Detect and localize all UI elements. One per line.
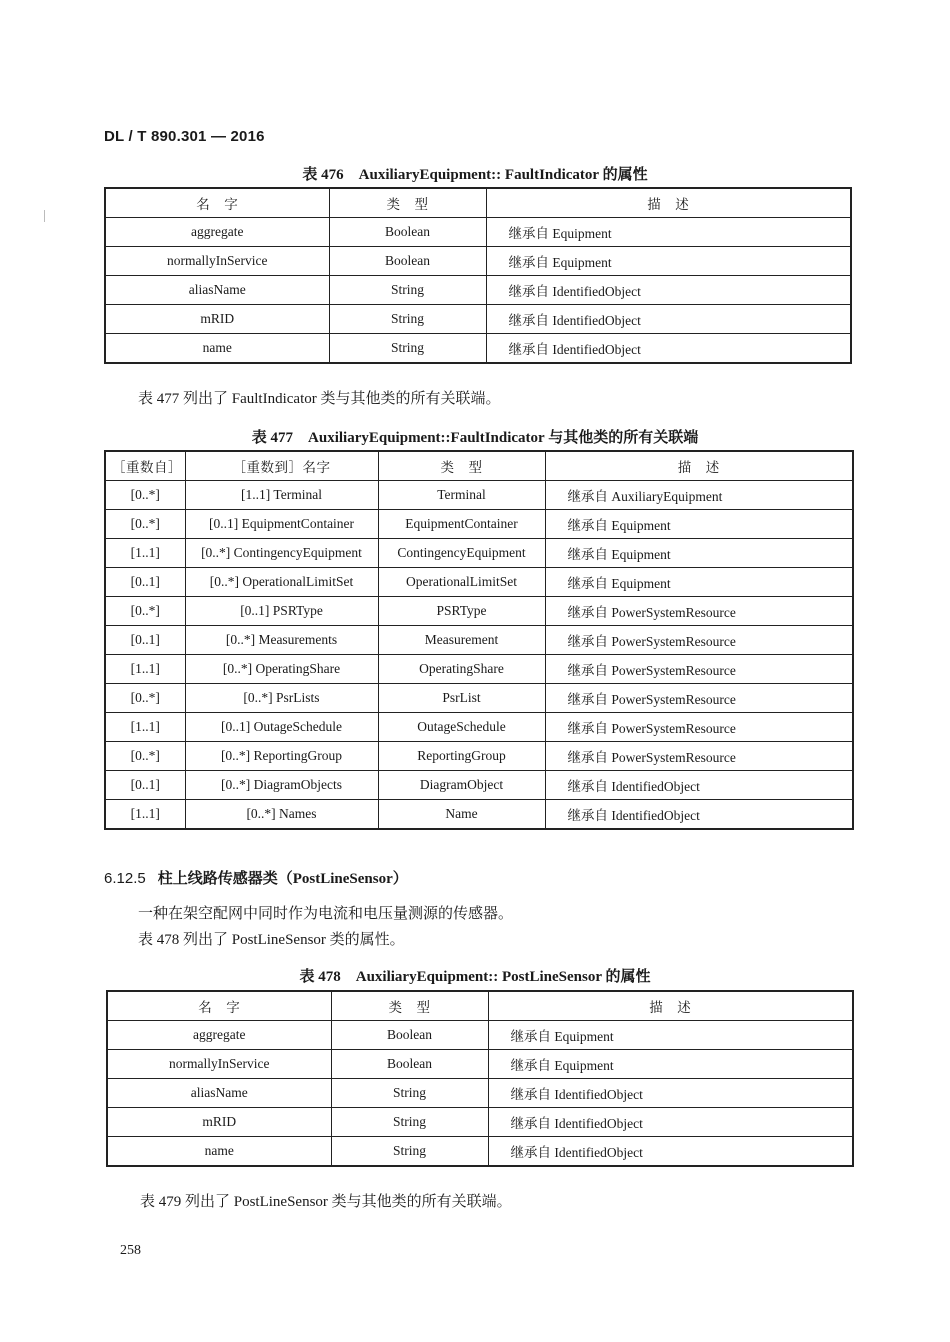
table-cell: name (107, 1137, 331, 1167)
table-cell: String (329, 305, 486, 334)
table-cell: [0..*] PsrLists (185, 684, 378, 713)
table-cell: OperationalLimitSet (378, 568, 545, 597)
section-title: 柱上线路传感器类（PostLineSensor） (157, 871, 408, 887)
column-header: ［重数到］名字 (185, 451, 378, 481)
table-cell: aliasName (107, 1079, 331, 1108)
table-cell: String (331, 1079, 488, 1108)
table-476 (104, 187, 852, 364)
table-cell: String (331, 1108, 488, 1137)
table-cell: [0..1] PSRType (185, 597, 378, 626)
paragraph-description: 一种在架空配网中同时作为电流和电压量测源的传感器。 (138, 906, 514, 922)
table-cell: String (329, 276, 486, 305)
table-cell: [0..1] (105, 626, 185, 655)
table-cell: [0..1] OutageSchedule (185, 713, 378, 742)
table-cell: 继承自 IdentifiedObject (486, 305, 851, 334)
table-row (105, 539, 853, 568)
table-row (107, 1108, 853, 1137)
table-cell: 继承自 Equipment (545, 539, 853, 568)
column-header: 类 型 (331, 991, 488, 1021)
table-cell: normallyInService (105, 247, 329, 276)
column-header: 名 字 (105, 188, 329, 218)
table-477-caption: 表 477 AuxiliaryEquipment::FaultIndicator 与其他类的所有关联端 (251, 430, 699, 446)
table-row (105, 481, 853, 510)
table-cell: aggregate (105, 218, 329, 247)
table-cell: Terminal (378, 481, 545, 510)
table-header-row (107, 991, 853, 1021)
table-cell: [0..*] (105, 742, 185, 771)
column-header: ［重数自］ (105, 451, 185, 481)
table-cell: 继承自 Equipment (486, 247, 851, 276)
table-cell: [0..*] ReportingGroup (185, 742, 378, 771)
table-cell: [0..*] Measurements (185, 626, 378, 655)
table-cell: [1..1] (105, 655, 185, 684)
table-row (105, 713, 853, 742)
table-cell: 继承自 Equipment (488, 1021, 853, 1050)
table-cell: ContingencyEquipment (378, 539, 545, 568)
section-number: 6.12.5 (104, 870, 146, 887)
table-cell: 继承自 IdentifiedObject (488, 1079, 853, 1108)
table-row (105, 218, 851, 247)
table-cell: 继承自 PowerSystemResource (545, 597, 853, 626)
table-row (105, 626, 853, 655)
table-cell: 继承自 PowerSystemResource (545, 626, 853, 655)
column-header: 名 字 (107, 991, 331, 1021)
section-heading (104, 867, 408, 888)
table-row (105, 597, 853, 626)
table-cell: [0..*] (105, 481, 185, 510)
table-cell: EquipmentContainer (378, 510, 545, 539)
table-cell: 继承自 PowerSystemResource (545, 742, 853, 771)
table-cell: Name (378, 800, 545, 830)
table-cell: mRID (105, 305, 329, 334)
table-cell: 继承自 Equipment (545, 510, 853, 539)
document-header: DL / T 890.301 — 2016 (104, 128, 265, 145)
table-row (105, 276, 851, 305)
table-cell: 继承自 PowerSystemResource (545, 684, 853, 713)
paragraph-table-479-intro: 表 479 列出了 PostLineSensor 类与其他类的所有关联端。 (140, 1194, 512, 1210)
table-row (105, 510, 853, 539)
paragraph-table-477-intro: 表 477 列出了 FaultIndicator 类与其他类的所有关联端。 (138, 391, 501, 407)
table-row (105, 655, 853, 684)
table-cell: 继承自 PowerSystemResource (545, 655, 853, 684)
table-cell: [0..1] (105, 771, 185, 800)
table-row (105, 800, 853, 830)
table-cell: 继承自 PowerSystemResource (545, 713, 853, 742)
table-cell: PsrList (378, 684, 545, 713)
table-cell: [0..*] OperatingShare (185, 655, 378, 684)
column-header: 描 述 (545, 451, 853, 481)
table-478 (106, 990, 854, 1167)
table-cell: ReportingGroup (378, 742, 545, 771)
page-number: 258 (120, 1243, 141, 1258)
table-cell: [0..*] ContingencyEquipment (185, 539, 378, 568)
column-header: 描 述 (486, 188, 851, 218)
table-row (107, 1021, 853, 1050)
table-cell: Boolean (329, 247, 486, 276)
table-row (107, 1050, 853, 1079)
table-cell: OperatingShare (378, 655, 545, 684)
table-cell: [0..*] (105, 597, 185, 626)
table-row (105, 305, 851, 334)
table-cell: Boolean (331, 1021, 488, 1050)
table-cell: [0..*] Names (185, 800, 378, 830)
table-478-caption: 表 478 AuxiliaryEquipment:: PostLineSensor 的属性 (299, 969, 651, 985)
table-cell: 继承自 IdentifiedObject (486, 334, 851, 364)
table-cell: 继承自 Equipment (486, 218, 851, 247)
table-cell: 继承自 IdentifiedObject (488, 1137, 853, 1167)
table-row (105, 742, 853, 771)
table-cell: [0..*] (105, 684, 185, 713)
table-cell: [0..*] OperationalLimitSet (185, 568, 378, 597)
column-header: 描 述 (488, 991, 853, 1021)
table-row (107, 1079, 853, 1108)
table-header-row (105, 451, 853, 481)
table-row (105, 247, 851, 276)
table-cell: [1..1] (105, 713, 185, 742)
table-cell: [0..*] (105, 510, 185, 539)
table-476-caption: 表 476 AuxiliaryEquipment:: FaultIndicator 的属性 (302, 167, 648, 183)
table-cell: 继承自 Equipment (488, 1050, 853, 1079)
table-row (105, 568, 853, 597)
table-cell: String (331, 1137, 488, 1167)
table-cell: OutageSchedule (378, 713, 545, 742)
column-header: 类 型 (329, 188, 486, 218)
scan-mark (44, 210, 45, 222)
table-cell: DiagramObject (378, 771, 545, 800)
table-cell: 继承自 AuxiliaryEquipment (545, 481, 853, 510)
table-cell: Measurement (378, 626, 545, 655)
table-cell: 继承自 IdentifiedObject (545, 800, 853, 830)
table-row (107, 1137, 853, 1167)
paragraph-table-478-intro: 表 478 列出了 PostLineSensor 类的属性。 (138, 932, 405, 948)
table-cell: normallyInService (107, 1050, 331, 1079)
table-cell: [0..1] EquipmentContainer (185, 510, 378, 539)
table-cell: Boolean (331, 1050, 488, 1079)
table-row (105, 771, 853, 800)
table-row (105, 684, 853, 713)
table-cell: [1..1] (105, 800, 185, 830)
table-cell: String (329, 334, 486, 364)
table-477 (104, 450, 854, 830)
table-cell: 继承自 IdentifiedObject (488, 1108, 853, 1137)
table-cell: aliasName (105, 276, 329, 305)
table-cell: 继承自 IdentifiedObject (486, 276, 851, 305)
table-cell: [0..1] (105, 568, 185, 597)
table-row (105, 334, 851, 364)
table-header-row (105, 188, 851, 218)
table-cell: [0..*] DiagramObjects (185, 771, 378, 800)
table-cell: aggregate (107, 1021, 331, 1050)
table-cell: Boolean (329, 218, 486, 247)
column-header: 类 型 (378, 451, 545, 481)
table-cell: PSRType (378, 597, 545, 626)
table-cell: name (105, 334, 329, 364)
table-cell: mRID (107, 1108, 331, 1137)
table-cell: [1..1] (105, 539, 185, 568)
table-cell: 继承自 Equipment (545, 568, 853, 597)
table-cell: [1..1] Terminal (185, 481, 378, 510)
table-cell: 继承自 IdentifiedObject (545, 771, 853, 800)
